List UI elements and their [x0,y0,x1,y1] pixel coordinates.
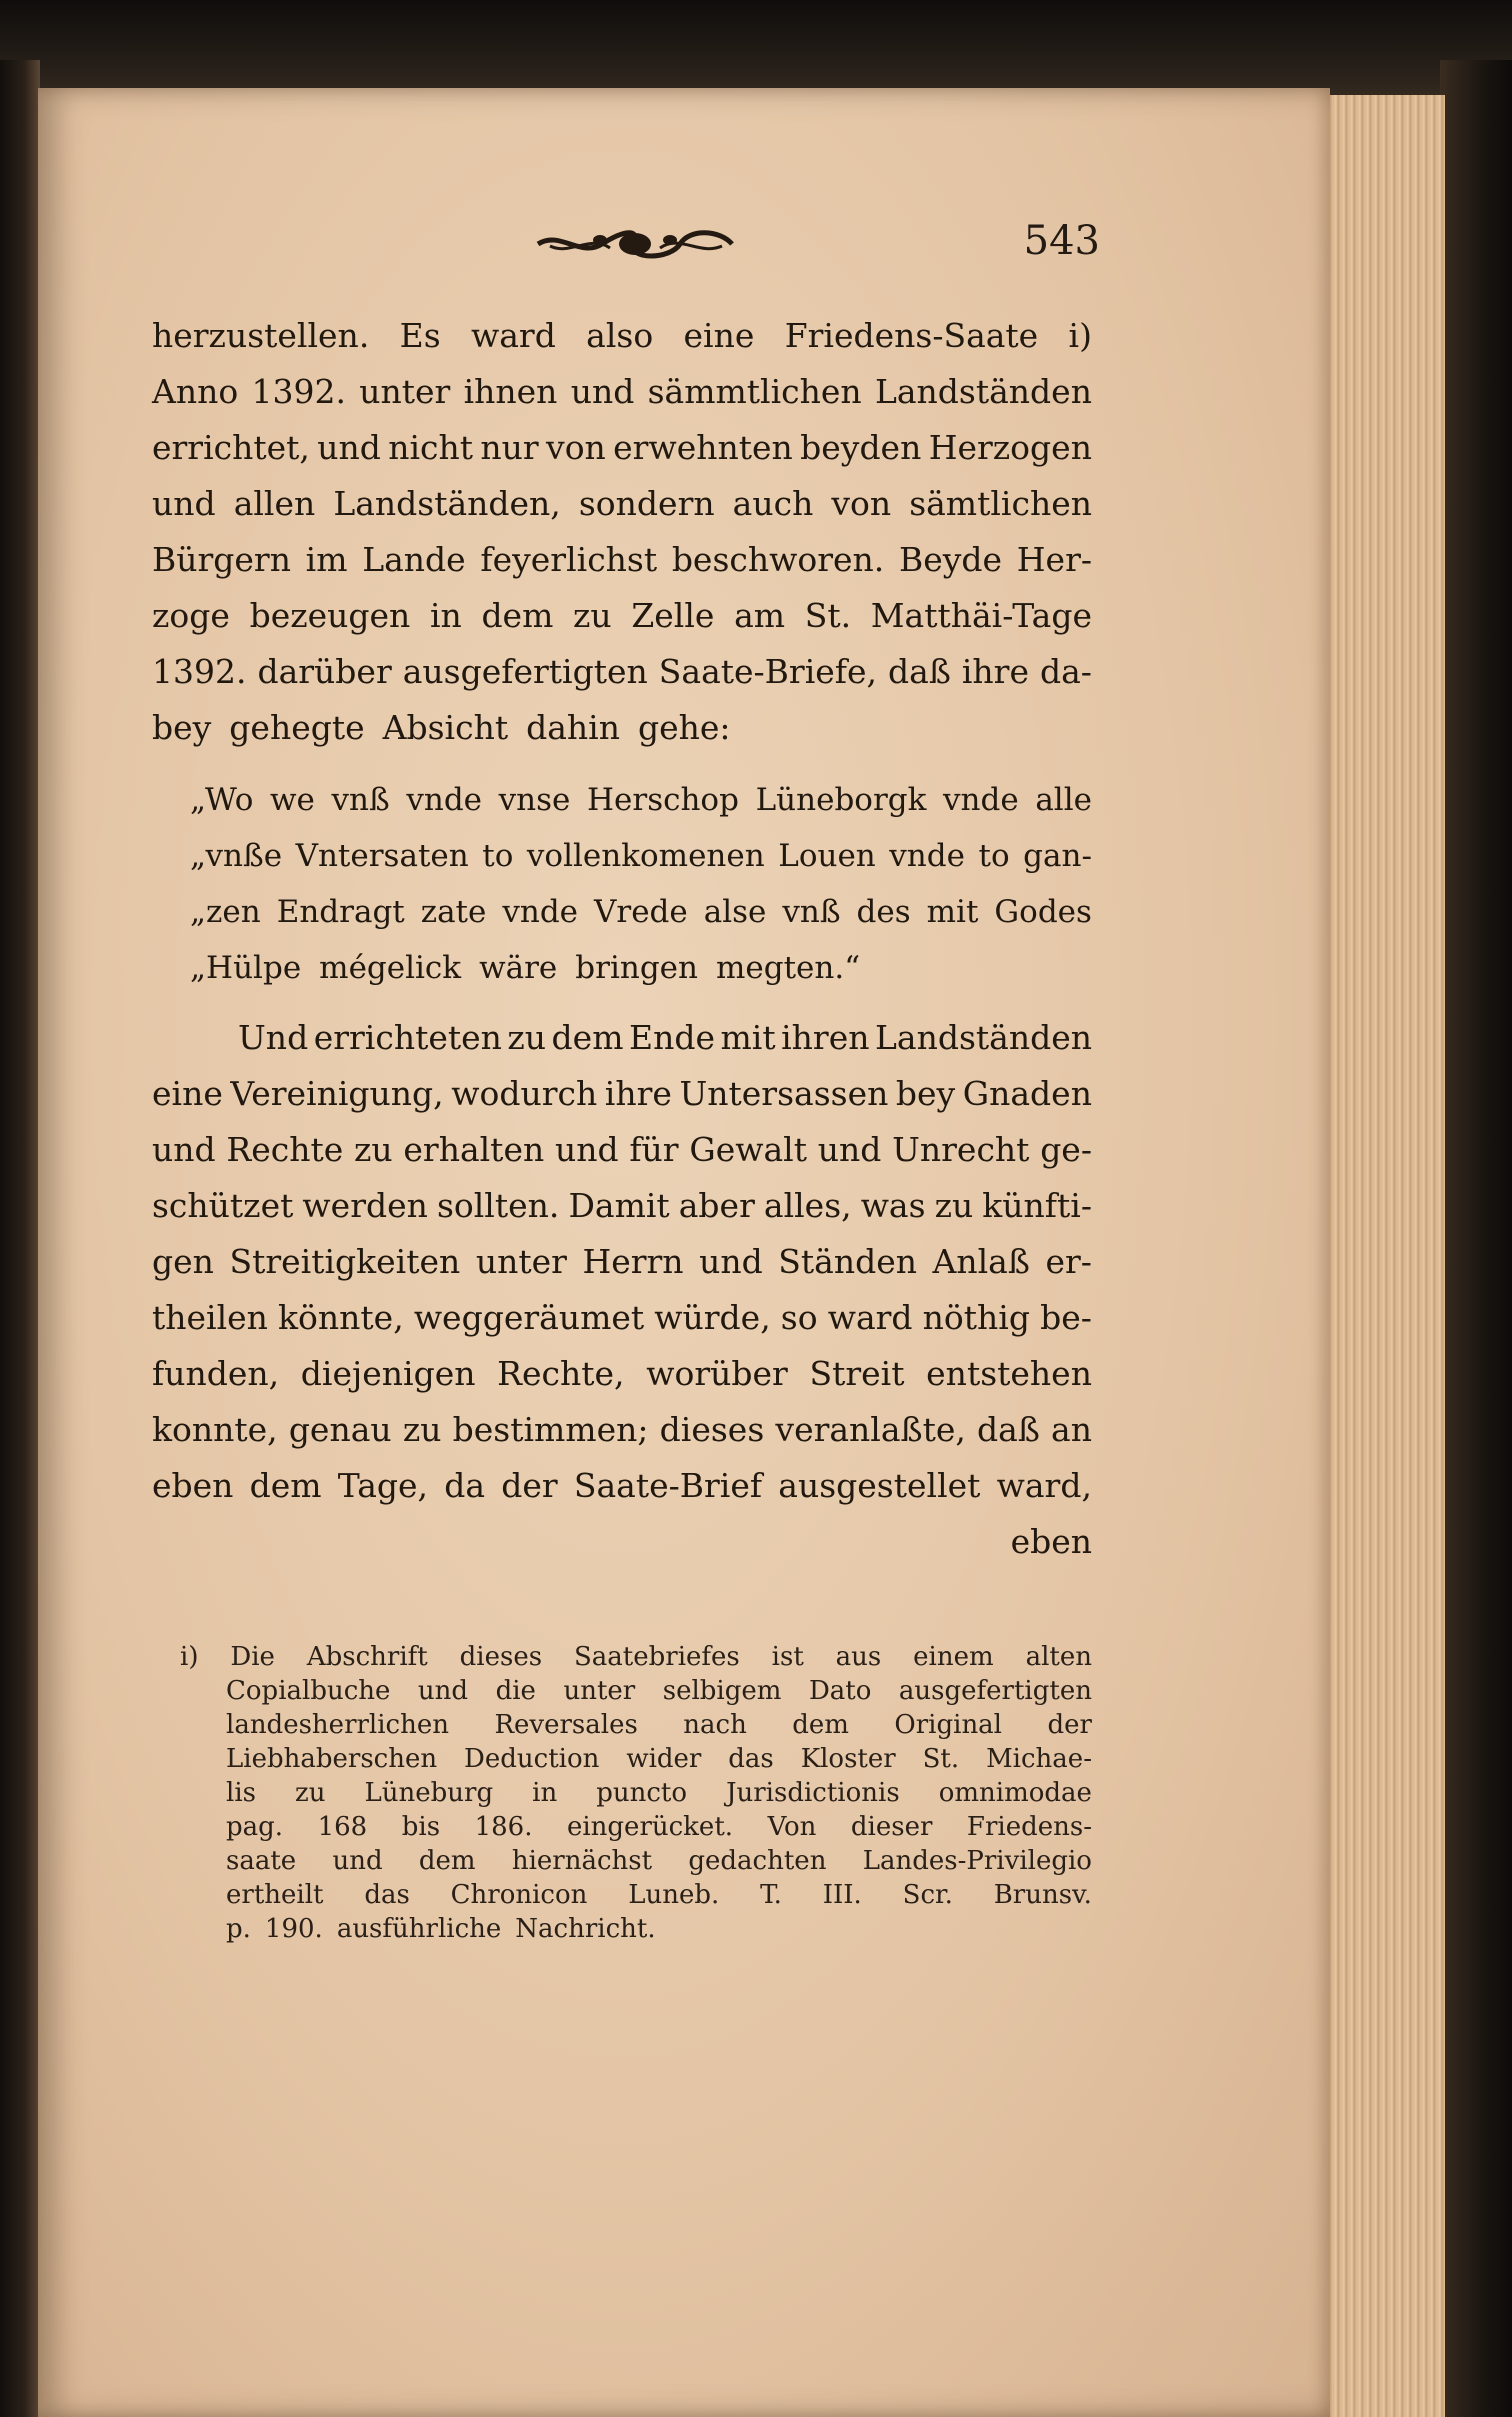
body-line [152,588,1092,644]
word: gehe: [637,708,731,747]
word: Bürgern [152,540,291,579]
word: Anno [152,372,239,411]
word: ihre [604,1074,672,1113]
word: ausgefertigten [402,652,648,691]
word: lis [226,1778,256,1808]
word: für [629,1130,679,1169]
word: eben [152,1466,234,1505]
word: sämtlichen [909,484,1092,523]
body-line [152,1458,1092,1514]
word: bezeugen [249,596,411,635]
word: alse [703,894,767,930]
word: Dato [808,1676,872,1706]
body-line [152,1234,1092,1290]
word: dieses [659,1410,765,1449]
word: Chronicon [450,1880,588,1910]
word: ausgestellet [778,1466,981,1505]
body-line [152,1346,1092,1402]
word: Zelle [631,596,715,635]
word: vollenkomenen [526,838,765,874]
word: ertheilt [226,1880,324,1910]
word: Liebhaberschen [226,1744,438,1774]
word: allen [233,484,316,523]
word: Friedens-Saate [784,316,1039,355]
body-line [152,364,1092,420]
word: und [152,1130,216,1169]
printers-flourish-ornament-icon [530,222,740,266]
word: to [978,838,1010,874]
word: „vnße [190,838,283,874]
word: am [734,596,786,635]
body-line [152,700,1092,756]
word: ihnen [463,372,558,411]
word: eben [1010,1522,1092,1561]
word: sondern [578,484,715,523]
footnote-line [226,1912,1092,1946]
word: vnß [782,894,841,930]
word: herzustellen. [152,316,370,355]
word: bis [401,1812,441,1842]
word: dem [249,1466,322,1505]
word: wodurch [451,1074,598,1113]
body-line [152,308,1092,364]
word: entstehen [926,1354,1092,1393]
word: mégelick [319,950,462,986]
word: bringen [575,950,698,986]
word: bestimmen; [452,1410,649,1449]
word: beyden [800,428,922,467]
body-line [190,940,1092,996]
word: des [856,894,911,930]
word: Streit [809,1354,905,1393]
word: ihren [781,1018,870,1057]
body-line [190,884,1092,940]
word: i) [1068,316,1092,355]
word: sämmtlichen [647,372,862,411]
word: einem [913,1642,994,1672]
word: wider [626,1744,702,1774]
word: Vrede [594,894,688,930]
word: eine [152,1074,223,1113]
word: Tage, [337,1466,429,1505]
word: und [417,1676,469,1706]
word: 168 [317,1812,368,1842]
word: erwehnten [613,428,793,467]
word: Unrecht [892,1130,1030,1169]
word: an [1051,1410,1092,1449]
word: Endragt [276,894,405,930]
word: Und [238,1018,309,1057]
footnote-line [226,1810,1092,1844]
word: diejenigen [300,1354,476,1393]
word: Absicht [382,708,509,747]
word: 190. [264,1914,323,1944]
word: Landes-Privilegio [862,1846,1092,1876]
word: Nachricht. [515,1914,656,1944]
word: vnde [502,894,579,930]
footnote-line [226,1776,1092,1810]
word: puncto [596,1778,688,1808]
word: vnß [331,782,390,818]
word: funden, [152,1354,280,1393]
word: werden [302,1186,428,1225]
body-line [152,420,1092,476]
word: und [317,428,381,467]
page-edges [1325,95,1445,2417]
word: wäre [479,950,558,986]
word: also [586,316,654,355]
word: III. [822,1880,862,1910]
word: to [482,838,514,874]
word: worüber [646,1354,788,1393]
word: was [860,1186,926,1225]
word: Vereinigung, [230,1074,444,1113]
word: 1392. [152,652,247,691]
word: nicht [388,428,474,467]
word: Landständen [874,1018,1092,1057]
word: ward [827,1298,913,1337]
word: bey [895,1074,956,1113]
word: Die [230,1642,275,1672]
word: zate [420,894,487,930]
word: sollten. [436,1186,560,1225]
word: vnde [406,782,483,818]
word: daß [888,652,951,691]
book-cover-left [0,60,40,2417]
body-line [152,644,1092,700]
word: Vntersaten [295,838,469,874]
page-number: 543 [1023,218,1100,264]
word: aber [678,1186,755,1225]
word: von [831,484,892,523]
word: aus [835,1642,882,1672]
word: Saate-Brief [573,1466,763,1505]
word: im [305,540,348,579]
word: auch [732,484,814,523]
word: er- [1045,1242,1092,1281]
word: unter [475,1242,567,1281]
word: könnte, [278,1298,404,1337]
word: beschworen. [671,540,885,579]
word: zu [402,1410,442,1449]
word: 186. [474,1812,533,1842]
word: Ende [629,1018,715,1057]
word: Herschop [587,782,739,818]
word: Brunsv. [993,1880,1092,1910]
footnote-line [226,1708,1092,1742]
word: be- [1040,1298,1092,1337]
word: eine [683,316,755,355]
word: St. [922,1744,960,1774]
word: dahin [526,708,620,747]
word: ausgefertigten [898,1676,1092,1706]
word: und [332,1846,383,1876]
word: alle [1035,782,1092,818]
word: künfti- [982,1186,1092,1225]
word: Luneb. [628,1880,720,1910]
word: Friedens- [966,1812,1092,1842]
word: Matthäi-Tage [870,596,1092,635]
body-line [152,1122,1092,1178]
body-line [238,1010,1092,1066]
word: Streitigkeiten [229,1242,461,1281]
word: omnimodae [938,1778,1092,1808]
word: gehegte [229,708,365,747]
word: Deduction [464,1744,600,1774]
word: i) [180,1642,199,1672]
word: selbigem [662,1676,782,1706]
word: schützet [152,1186,294,1225]
word: Damit [568,1186,670,1225]
word: Saatebriefes [573,1642,740,1672]
word: mit [720,1018,776,1057]
body-line [152,1402,1092,1458]
word: Herzogen [928,428,1092,467]
word: Michae- [986,1744,1092,1774]
word: veranlaßte, [775,1410,966,1449]
word: alten [1025,1642,1092,1672]
word: Ständen [778,1242,917,1281]
word: würde, [654,1298,771,1337]
word: ward [471,316,556,355]
word: alles, [763,1186,852,1225]
word: gan- [1023,838,1092,874]
word: Her- [1016,540,1092,579]
word: Lüneburg [364,1778,494,1808]
word: nach [683,1710,747,1740]
word: megten.“ [715,950,861,986]
word: zoge [152,596,230,635]
word: Jurisdictionis [726,1778,900,1808]
word: Scr. [902,1880,953,1910]
word: in [429,596,462,635]
word: Godes [994,894,1092,930]
word: dem [551,1018,624,1057]
word: zu [573,596,612,635]
word: vnse [498,782,571,818]
word: und [152,484,216,523]
footnote-line [180,1640,1092,1674]
word: der [1047,1710,1092,1740]
word: konnte, [152,1410,278,1449]
word: vnde [889,838,965,874]
word: mit [926,894,979,930]
word: und [699,1242,763,1281]
word: Untersassen [679,1074,889,1113]
body-line [152,532,1092,588]
word: „zen [190,894,261,930]
word: Abschrift [306,1642,428,1672]
word: das [364,1880,410,1910]
body-line [190,772,1092,828]
word: ihre [961,652,1029,691]
word: Copialbuche [226,1676,391,1706]
word: genau [288,1410,392,1449]
book-cover-right [1440,60,1512,2417]
word: landesherrlichen [226,1710,449,1740]
word: theilen [152,1298,268,1337]
body-line [152,1066,1092,1122]
word: Rechte [226,1130,344,1169]
word: nöthig [922,1298,1030,1337]
word: so [780,1298,818,1337]
word: Gewalt [689,1130,807,1169]
word: gen [152,1242,214,1281]
word: dieses [459,1642,543,1672]
word: und [570,372,635,411]
word: Reversales [494,1710,638,1740]
word: errichtet, [152,428,310,467]
word: daß [977,1410,1040,1449]
word: ge- [1040,1130,1092,1169]
footnote-line [226,1844,1092,1878]
word: zu [934,1186,974,1225]
word: nur [480,428,539,467]
word: ward, [996,1466,1092,1505]
word: der [501,1466,558,1505]
word: dem [481,596,554,635]
word: zu [295,1778,326,1808]
body-line [190,828,1092,884]
body-line [152,1290,1092,1346]
word: Rechte, [497,1354,625,1393]
word: Herrn [582,1242,684,1281]
word: Von [767,1812,817,1842]
word: Saate-Briefe, [658,652,878,691]
word: in [532,1778,558,1808]
body-line [152,1178,1092,1234]
word: dieser [850,1812,933,1842]
word: Louen [778,838,876,874]
word: feyerlichst [480,540,658,579]
word: Landständen, [333,484,561,523]
word: die [495,1676,536,1706]
word: saate [226,1846,297,1876]
word: we [270,782,315,818]
footnote-line [226,1742,1092,1776]
word: T. [760,1880,782,1910]
body-line [152,1514,1092,1570]
footnote-line [226,1878,1092,1912]
word: unter [359,372,451,411]
word: Beyde [899,540,1003,579]
word: p. [226,1914,251,1944]
word: Original [894,1710,1003,1740]
word: dem [418,1846,476,1876]
word: weggeräumet [413,1298,645,1337]
word: hiernächst [511,1846,653,1876]
word: darüber [257,652,392,691]
word: zu [354,1130,393,1169]
word: „Wo [190,782,254,818]
word: St. [804,596,852,635]
body-line [152,476,1092,532]
word: gedachten [688,1846,827,1876]
word: und [817,1130,882,1169]
word: von [546,428,606,467]
word: Es [399,316,441,355]
word: vnde [943,782,1019,818]
word: Lüneborgk [755,782,927,818]
word: dem [792,1710,849,1740]
word: Lande [362,540,466,579]
word: eingerücket. [566,1812,734,1842]
word: Anlaß [932,1242,1030,1281]
word: Kloster [800,1744,896,1774]
word: 1392. [251,372,346,411]
word: das [728,1744,774,1774]
word: errichteten [313,1018,502,1057]
word: da- [1040,652,1092,691]
word: erhalten [403,1130,545,1169]
word: Gnaden [962,1074,1092,1113]
word: zu [507,1018,547,1057]
word: da [444,1466,486,1505]
word: Landständen [874,372,1092,411]
word: „Hülpe [190,950,302,986]
word: ist [771,1642,804,1672]
word: pag. [226,1812,284,1842]
word: und [554,1130,619,1169]
word: unter [563,1676,636,1706]
word: bey [152,708,212,747]
word: ausführliche [336,1914,502,1944]
footnote-line [226,1674,1092,1708]
